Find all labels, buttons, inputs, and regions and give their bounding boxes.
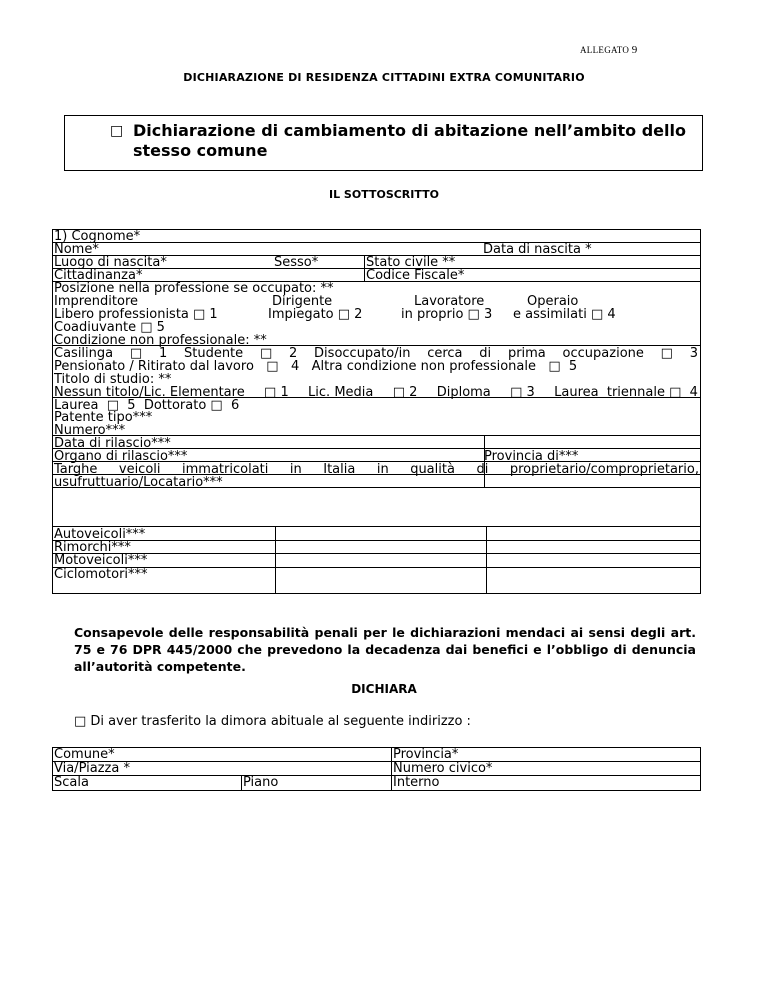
section-heading-dichiara: DICHIARA (351, 682, 417, 696)
scala-label: Scala (54, 775, 89, 790)
operaio-label: Operaio (527, 294, 579, 309)
checkbox-option[interactable]: □ 1 (264, 385, 289, 400)
option-number: 2 (289, 346, 298, 361)
numero-civico-label: Numero civico* (393, 761, 493, 776)
rimorchi-label: Rimorchi*** (54, 540, 131, 555)
studente-label: Studente (183, 346, 244, 361)
word: Italia (323, 462, 356, 477)
allegato-label (580, 44, 638, 56)
cognome-label: 1) Cognome* (54, 229, 141, 244)
word: occupazione (562, 346, 644, 361)
codice-fiscale-label: Codice Fiscale* (366, 268, 465, 283)
option-number: 1 (158, 346, 168, 361)
provincia-di-label: Provincia di*** (484, 449, 579, 464)
laurea-dottorato-row[interactable]: Laurea □ 5 Dottorato □ 6 (54, 398, 240, 413)
checkbox-option[interactable]: □ 2 (392, 385, 418, 400)
word: qualità (410, 462, 455, 477)
in-proprio-option[interactable]: in proprio □ 3 (401, 307, 493, 322)
word: prima (507, 346, 546, 361)
cittadinanza-label: Cittadinanza* (54, 268, 143, 283)
impiegato-option[interactable]: Impiegato □ 2 (268, 307, 363, 322)
condizione-label: Condizione non professionale: ** (54, 333, 267, 348)
laurea-triennale-option[interactable]: Laurea triennale □ 4 (554, 385, 698, 400)
piano-label: Piano (243, 775, 279, 790)
change-address-option (64, 115, 703, 171)
numero-label: Numero*** (54, 423, 126, 438)
imprenditore-option: Imprenditore (54, 294, 139, 309)
disoccupato-label: Disoccupato/in (314, 346, 411, 361)
interno-label: Interno (393, 775, 440, 790)
word: immatricolati (182, 462, 269, 477)
titolo-studio-label: Titolo di studio: ** (54, 372, 172, 387)
stato-civile-label: Stato civile ** (366, 255, 456, 270)
organo-rilascio-label: Organo di rilascio*** (54, 449, 188, 464)
patente-label: Patente tipo*** (54, 410, 153, 425)
provincia-label: Provincia* (393, 747, 459, 762)
motoveicoli-label: Motoveicoli*** (54, 553, 148, 568)
section-heading-sottoscritto: IL SOTTOSCRITTO (329, 188, 439, 201)
address-form (52, 747, 701, 791)
sesso-label: Sesso* (274, 255, 319, 270)
checkbox-icon[interactable]: □ (110, 123, 124, 139)
checkbox-icon[interactable]: □ (660, 346, 673, 361)
luogo-nascita-label: Luogo di nascita* (54, 255, 167, 270)
posizione-label: Posizione nella professione se occupato: ** (54, 281, 334, 296)
dirigente-option: Dirigente (272, 294, 333, 309)
data-nascita-label: Data di nascita * (483, 242, 592, 257)
nome-label: Nome* (54, 242, 99, 257)
ciclomotori-label: Ciclomotori*** (54, 567, 148, 582)
checkbox-icon[interactable]: □ (129, 346, 143, 361)
allegato-number: 9 (631, 44, 638, 56)
comune-label: Comune* (54, 747, 115, 762)
word: proprietario/comproprietario, (509, 462, 699, 477)
change-address-label: Dichiarazione di cambiamento di abitazione nell’ambito dello stesso comune (133, 121, 686, 160)
trasferito-option[interactable]: □ Di aver trasferito la dimora abituale al seguente indirizzo : (74, 714, 471, 729)
via-piazza-label: Via/Piazza * (54, 761, 130, 776)
word: in (289, 462, 302, 477)
checkbox-option[interactable]: □ 3 (510, 385, 535, 400)
word: cerca (427, 346, 463, 361)
coadiuvante-option[interactable]: Coadiuvante □ 5 (54, 320, 165, 335)
word: veicoli (118, 462, 161, 477)
allegato-text: ALLEGATO (580, 45, 630, 55)
nessun-titolo-label: Nessun titolo/Lic. Elementare (54, 385, 245, 400)
word: in (376, 462, 389, 477)
personal-data-form (52, 229, 701, 594)
document-title: DICHIARAZIONE DI RESIDENZA CITTADINI EXTRA COMUNITARIO (183, 71, 585, 84)
consapevole-paragraph: Consapevole delle responsabilità penali per le dichiarazioni mendaci ai sensi degli art. 75 e 76 DPR 445/2000 che prevedono la decadenza dai benefici e l’obbligo di denuncia all’autorità competente. (74, 625, 696, 674)
usufruttuario-label: usufruttuario/Locatario*** (54, 475, 223, 490)
lic-media-label: Lic. Media (308, 385, 374, 400)
pensionato-row: Pensionato / Ritirato dal lavoro □ 4 Altra condizione non professionale □ 5 (54, 359, 578, 374)
word: di (476, 462, 489, 477)
option-number: 3 (689, 346, 698, 361)
casalinga-label: Casilinga (54, 346, 114, 361)
data-rilascio-label: Data di rilascio*** (54, 436, 171, 451)
checkbox-icon[interactable]: □ (259, 346, 273, 361)
autoveicoli-label: Autoveicoli*** (54, 527, 146, 542)
lavoratore-label: Lavoratore (414, 294, 485, 309)
diploma-label: Diploma (436, 385, 491, 400)
word: di (479, 346, 492, 361)
assimilati-option[interactable]: e assimilati □ 4 (513, 307, 616, 322)
libero-professionista-option[interactable]: Libero professionista □ 1 (54, 307, 218, 322)
word: Targhe (54, 462, 98, 477)
